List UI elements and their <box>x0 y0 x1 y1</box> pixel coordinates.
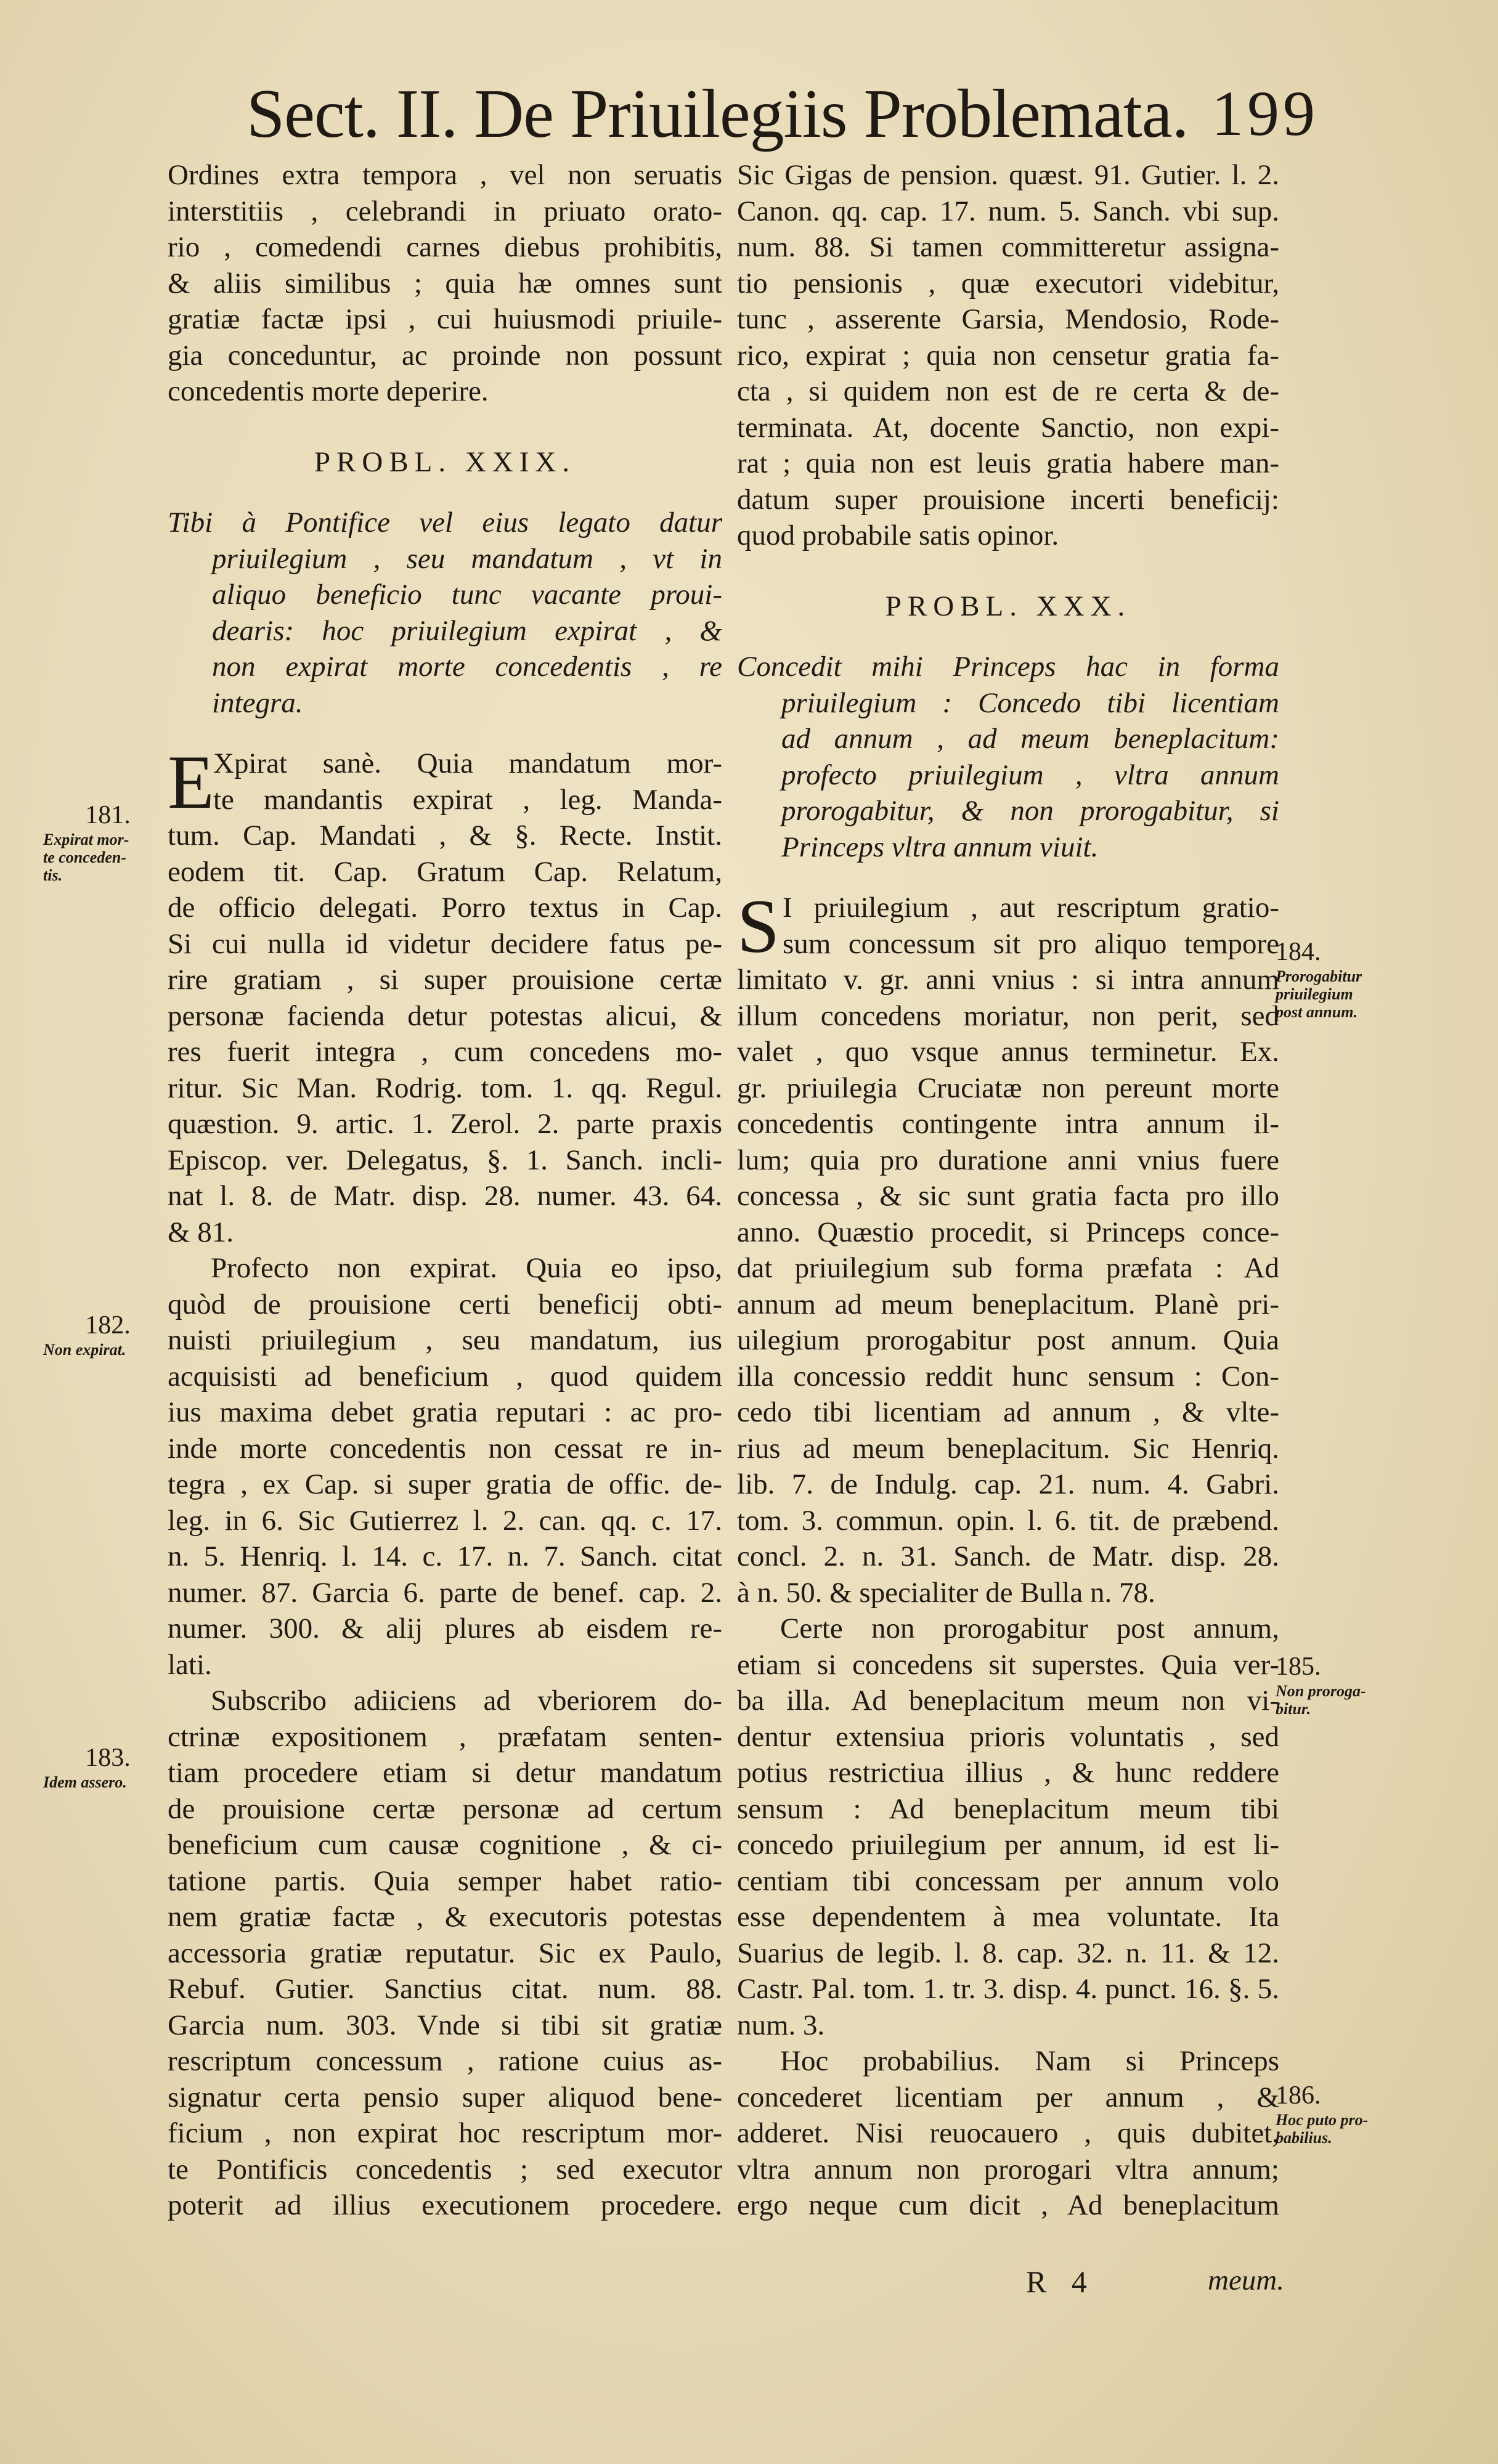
text-line: gr. priuilegia Cruciatæ non pereunt morte <box>737 1071 1279 1104</box>
summary-line: Princeps vltra annum viuit. <box>781 831 1099 863</box>
text-line: concedo priuilegium per annum, id est li- <box>737 1829 1279 1861</box>
text-line: ficium , non expirat hoc rescriptum mor- <box>168 2117 722 2149</box>
text-line: Subscribo adiiciens ad vberiorem do- <box>211 1685 722 1717</box>
text-line: interstitiis , celebrandi in priuato orato- <box>168 195 722 227</box>
text-line: I priuilegium , aut rescriptum gratio- <box>783 892 1279 924</box>
text-line: concedentis morte deperire. <box>168 375 489 407</box>
note-line: bitur. <box>1276 1700 1311 1718</box>
text-line: illa concessio reddit hunc sensum : Con- <box>737 1360 1279 1393</box>
text-line: Castr. Pal. tom. 1. tr. 3. disp. 4. punct. 16. §. 5. <box>737 1973 1279 2005</box>
text-line: Hoc probabilius. Nam si Princeps <box>780 2045 1279 2077</box>
text-line: gia conceduntur, ac proinde non possunt <box>168 339 722 372</box>
note-line: Idem assero. <box>43 1773 127 1791</box>
paragraph-number: 182. <box>85 1311 131 1340</box>
summary-line: priuilegium : Concedo tibi licentiam <box>781 686 1279 719</box>
left-intro <box>168 157 722 410</box>
marginal-note-185 <box>1276 1651 1411 1718</box>
text-line: Sic Gigas de pension. quæst. 91. Gutier. l. 2. <box>737 159 1279 191</box>
text-line: adderet. Nisi reuocauero , quis dubitet, <box>737 2117 1279 2149</box>
text-line: rescriptum concessum , ratione cuius as- <box>168 2045 722 2077</box>
signature-mark: R 4 <box>1026 2264 1096 2299</box>
paragraph-181 <box>168 740 722 1250</box>
note-line: post annum. <box>1276 1003 1358 1021</box>
summary-line: aliquo beneficio tunc vacante proui- <box>212 579 722 611</box>
text-line: sensum : Ad beneplacitum meum tibi <box>737 1792 1279 1825</box>
text-line: Ordines extra tempora , vel non seruatis <box>168 159 722 191</box>
paragraph-number: 183. <box>85 1744 131 1772</box>
text-line: cta , si quidem non est de re certa & de- <box>737 375 1279 407</box>
paragraph-183 <box>168 1683 722 2224</box>
text-line: Si cui nulla id videtur decidere fatus pe- <box>168 927 722 960</box>
text-line: anno. Quæstio procedit, si Princeps conce- <box>737 1216 1279 1248</box>
text-line: concessa , & sic sunt gratia facta pro illo <box>737 1180 1279 1212</box>
text-line: ba illa. Ad beneplacitum meum non vi- <box>737 1685 1279 1717</box>
text-line: rio , comedendi carnes diebus prohibitis, <box>168 231 722 263</box>
paragraph-number: 181. <box>85 801 131 829</box>
text-line: etiam si concedens sit superstes. Quia ver- <box>737 1648 1279 1681</box>
text-line: Garcia num. 303. Vnde si tibi sit gratiæ <box>168 2009 722 2041</box>
text-line: quæstion. 9. artic. 1. Zerol. 2. parte praxis <box>168 1108 722 1140</box>
text-line: signatur certa pensio super aliquod bene- <box>168 2081 722 2113</box>
text-line: ergo neque cum dicit , Ad beneplacitum <box>737 2189 1279 2221</box>
summary-line: integra. <box>212 686 303 719</box>
text-line: inde morte concedentis non cessat re in- <box>168 1432 722 1465</box>
text-line: cedo tibi licentiam ad annum , & vlte- <box>737 1396 1279 1428</box>
text-line: limitato v. gr. anni vnius : si intra annum <box>737 964 1279 996</box>
summary-line: non expirat morte concedentis , re <box>212 651 722 683</box>
drop-cap: E <box>168 740 214 824</box>
text-line: numer. 87. Garcia 6. parte de benef. cap. 2. <box>168 1576 722 1609</box>
text-line: de officio delegati. Porro textus in Cap. <box>168 892 722 924</box>
paragraph-185 <box>737 1611 1279 2043</box>
text-line: tegra , ex Cap. si super gratia de offic. de- <box>168 1468 722 1500</box>
text-line: Canon. qq. cap. 17. num. 5. Sanch. vbi sup. <box>737 195 1279 227</box>
text-line: rico, expirat ; quia non censetur gratia fa- <box>737 339 1279 372</box>
paragraph-number: 186. <box>1276 2081 1321 2110</box>
note-line: Non expirat. <box>43 1341 126 1359</box>
text-line: rire gratiam , si super prouisione certæ <box>168 964 722 996</box>
paragraph-186 <box>737 2043 1279 2224</box>
text-line: tum. Cap. Mandati , & §. Recte. Instit. <box>168 819 722 852</box>
text-line: nat l. 8. de Matr. disp. 28. numer. 43. 64. <box>168 1180 722 1212</box>
text-line: tio pensionis , quæ executori videbitur, <box>737 267 1279 299</box>
paragraph-number: 184. <box>1276 938 1321 966</box>
text-line: potius restrictiua illius , & hunc reddere <box>737 1757 1279 1789</box>
text-line: Certe non prorogabitur post annum, <box>780 1612 1279 1645</box>
paragraph-number: 185. <box>1276 1653 1321 1681</box>
text-line: dentur extensiua prioris voluntatis , sed <box>737 1720 1279 1753</box>
text-line: à n. 50. & specialiter de Bulla n. 78. <box>737 1576 1155 1609</box>
marginal-note-182 <box>43 1310 173 1359</box>
text-line: acquisisti ad beneficium , quod quidem <box>168 1360 722 1393</box>
marginal-note-183 <box>43 1742 173 1791</box>
problem-summary-30 <box>737 649 1279 865</box>
text-line: annum ad meum beneplacitum. Planè pri- <box>737 1288 1279 1320</box>
problem-summary-29 <box>168 505 722 721</box>
text-line: uilegium prorogabitur post annum. Quia <box>737 1324 1279 1356</box>
text-line: ius maxima debet gratia reputari : ac pro- <box>168 1396 722 1428</box>
text-line: datum super prouisione incerti beneficij: <box>737 483 1279 516</box>
text-line: & aliis similibus ; quia hæ omnes sunt <box>168 267 722 299</box>
text-line: Episcop. ver. Delegatus, §. 1. Sanch. incli- <box>168 1144 722 1176</box>
drop-cap: S <box>737 884 780 969</box>
problem-heading-29: PROBL. XXIX. <box>314 445 576 478</box>
text-line: Profecto non expirat. Quia eo ipso, <box>211 1252 722 1284</box>
note-line: babilius. <box>1276 2129 1332 2147</box>
text-line: illum concedens moriatur, non perit, sed <box>737 999 1279 1032</box>
text-line: nem gratiæ factæ , & executoris potestas <box>168 1901 722 1933</box>
right-column <box>737 157 1279 2224</box>
text-line: concederet licentiam per annum , & <box>737 2081 1279 2113</box>
summary-line: dearis: hoc priuilegium expirat , & <box>212 614 722 647</box>
text-line: tunc , asserente Garsia, Mendosio, Rode- <box>737 303 1279 335</box>
text-line: beneficium cum causæ cognitione , & ci- <box>168 1829 722 1861</box>
page-number: 199 <box>1211 78 1319 149</box>
problem-heading-30: PROBL. XXX. <box>885 590 1131 622</box>
text-line: res fuerit integra , cum concedens mo- <box>168 1036 722 1068</box>
marginal-note-186 <box>1276 2080 1411 2147</box>
text-line: vltra annum non prorogari vltra annum; <box>737 2153 1279 2185</box>
text-line: esse dependentem à mea voluntate. Ita <box>737 1901 1279 1933</box>
text-line: concedentis contingente intra annum il- <box>737 1108 1279 1140</box>
text-line: te Pontificis concedentis ; sed executor <box>168 2153 722 2185</box>
right-intro <box>737 157 1279 554</box>
text-line: valet , quo vsque annus terminetur. Ex. <box>737 1036 1279 1068</box>
text-line: nuisti priuilegium , seu mandatum, ius <box>168 1324 722 1356</box>
note-line: Non proroga- <box>1276 1682 1366 1700</box>
running-header <box>246 74 1319 154</box>
summary-line: ad annum , ad meum beneplacitum: <box>781 723 1279 755</box>
text-line: lati. <box>168 1648 212 1681</box>
text-line: rat ; quia non est leuis gratia habere man- <box>737 447 1279 479</box>
text-line: personæ facienda detur potestas alicui, & <box>168 999 722 1032</box>
text-line: ctrinæ expositionem , præfatam senten- <box>168 1720 722 1753</box>
note-line: Hoc puto pro- <box>1276 2111 1369 2129</box>
note-line: tis. <box>43 866 63 884</box>
text-line: Xpirat sanè. Quia mandatum mor- <box>213 747 722 779</box>
paragraph-182 <box>168 1250 722 1683</box>
text-line: dat priuilegium sub forma præfata : Ad <box>737 1252 1279 1284</box>
text-line: rius ad meum beneplacitum. Sic Henriq. <box>737 1432 1279 1465</box>
text-line: quod probabile satis opinor. <box>737 519 1059 551</box>
text-line: de prouisione certæ personæ ad certum <box>168 1792 722 1825</box>
note-line: Expirat mor- <box>43 831 129 848</box>
text-line: numer. 300. & alij plures ab eisdem re- <box>168 1612 722 1645</box>
text-line: ritur. Sic Man. Rodrig. tom. 1. qq. Regul. <box>168 1071 722 1104</box>
paragraph-184 <box>737 884 1279 1611</box>
running-title: Sect. II. De Priuilegiis Problemata. <box>246 76 1189 152</box>
text-line: poterit ad illius executionem procedere. <box>168 2189 722 2221</box>
text-line: eodem tit. Cap. Gratum Cap. Relatum, <box>168 855 722 888</box>
summary-line: priuilegium , seu mandatum , vt in <box>212 542 722 575</box>
summary-line: Concedit mihi Princeps hac in forma <box>737 651 1279 683</box>
summary-line: profecto priuilegium , vltra annum <box>781 758 1279 791</box>
text-line: gratiæ factæ ipsi , cui huiusmodi priuile- <box>168 303 722 335</box>
text-line: Suarius de legib. l. 8. cap. 32. n. 11. & 12. <box>737 1937 1279 1969</box>
marginal-note-184 <box>1276 937 1411 1021</box>
text-line: leg. in 6. Sic Gutierrez l. 2. can. qq. c. 17. <box>168 1504 722 1537</box>
summary-line: prorogabitur, & non prorogabitur, si <box>781 795 1279 827</box>
text-line: & 81. <box>168 1216 234 1248</box>
text-line: num. 88. Si tamen committeretur assigna- <box>737 231 1279 263</box>
text-line: concl. 2. n. 31. Sanch. de Matr. disp. 28. <box>737 1540 1279 1572</box>
text-line: accessoria gratiæ reputatur. Sic ex Paulo, <box>168 1937 722 1969</box>
text-line: num. 3. <box>737 2009 825 2041</box>
text-line: Rebuf. Gutier. Sanctius citat. num. 88. <box>168 1973 722 2005</box>
text-line: te mandantis expirat , leg. Manda- <box>213 783 722 816</box>
left-column <box>168 157 722 2224</box>
summary-line: Tibi à Pontifice vel eius legato datur <box>168 506 722 539</box>
text-line: sum concessum sit pro aliquo tempore <box>783 927 1279 960</box>
text-line: tom. 3. commun. opin. l. 6. tit. de præbend. <box>737 1504 1279 1537</box>
text-line: tiam procedere etiam si detur mandatum <box>168 1757 722 1789</box>
note-line: priuilegium <box>1276 985 1353 1003</box>
text-line: terminata. At, docente Sanctio, non expi- <box>737 411 1279 444</box>
text-line: tatione partis. Quia semper habet ratio- <box>168 1864 722 1897</box>
marginal-note-181 <box>43 800 173 884</box>
text-line: quòd de prouisione certi beneficij obti- <box>168 1288 722 1320</box>
catchword: meum. <box>1208 2264 1284 2296</box>
text-line: lib. 7. de Indulg. cap. 21. num. 4. Gabri. <box>737 1468 1279 1500</box>
note-line: Prorogabitur <box>1276 967 1362 985</box>
text-line: centiam tibi concessam per annum volo <box>737 1864 1279 1897</box>
text-line: n. 5. Henriq. l. 14. c. 17. n. 7. Sanch. citat <box>168 1540 722 1572</box>
text-line: lum; quia pro duratione anni vnius fuere <box>737 1144 1279 1176</box>
note-line: te conceden- <box>43 848 127 866</box>
